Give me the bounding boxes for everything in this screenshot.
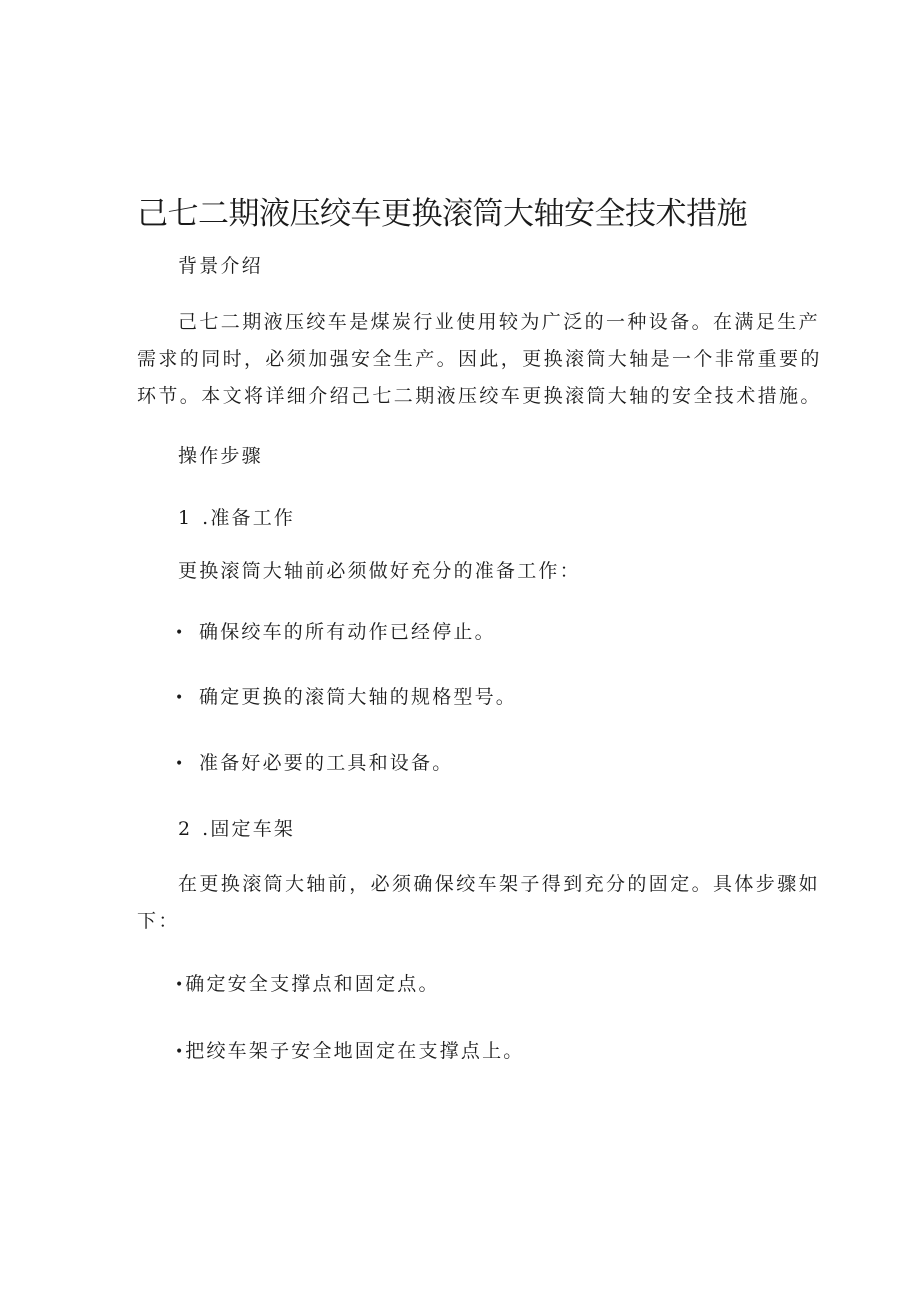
steps-heading: 操作步骤 [178, 445, 263, 467]
bullet-icon: • [175, 625, 184, 641]
intro-line: 需求的同时，必须加强安全生产。因此，更换滚筒大轴是一个非常重要的 [137, 348, 822, 370]
list-item [175, 966, 440, 1004]
bullet-icon: • [175, 977, 184, 993]
list-item-text: 确定安全支撑点和固定点。 [185, 973, 440, 995]
step1-lead: 更换滚筒大轴前必须做好充分的准备工作： [178, 560, 581, 582]
list-item-text: 确保绞车的所有动作已经停止。 [199, 621, 496, 643]
list-item-text: 确定更换的滚筒大轴的规格型号。 [199, 686, 518, 708]
background-heading: 背景介绍 [178, 255, 263, 277]
intro-paragraph [137, 304, 822, 415]
step1-number: 1 [178, 507, 191, 529]
list-item [175, 614, 496, 652]
step2-lead-line: 在更换滚筒大轴前，必须确保绞车架子得到充分的固定。具体步骤如 [178, 873, 821, 895]
step1-heading [178, 500, 295, 537]
list-item [175, 745, 453, 783]
step2-lead-line: 下： [137, 910, 180, 932]
bullet-icon: • [175, 690, 184, 706]
bullet-icon: • [175, 756, 184, 772]
intro-line: 环节。本文将详细介绍己七二期液压绞车更换滚筒大轴的安全技术措施。 [137, 385, 822, 407]
step1-title: .准备工作 [202, 507, 296, 529]
list-item [175, 1033, 524, 1071]
document-title: 己七二期液压绞车更换滚筒大轴安全技术措施 [137, 196, 747, 232]
list-item [175, 679, 517, 717]
step2-number: 2 [178, 818, 191, 840]
list-item-text: 准备好必要的工具和设备。 [199, 752, 454, 774]
intro-line: 己七二期液压绞车是煤炭行业使用较为广泛的一种设备。在满足生产 [178, 311, 821, 333]
list-item-text: 把绞车架子安全地固定在支撑点上。 [185, 1040, 525, 1062]
step2-lead [137, 866, 820, 940]
bullet-icon: • [175, 1044, 184, 1060]
step2-title: .固定车架 [202, 818, 296, 840]
step2-heading [178, 811, 295, 848]
